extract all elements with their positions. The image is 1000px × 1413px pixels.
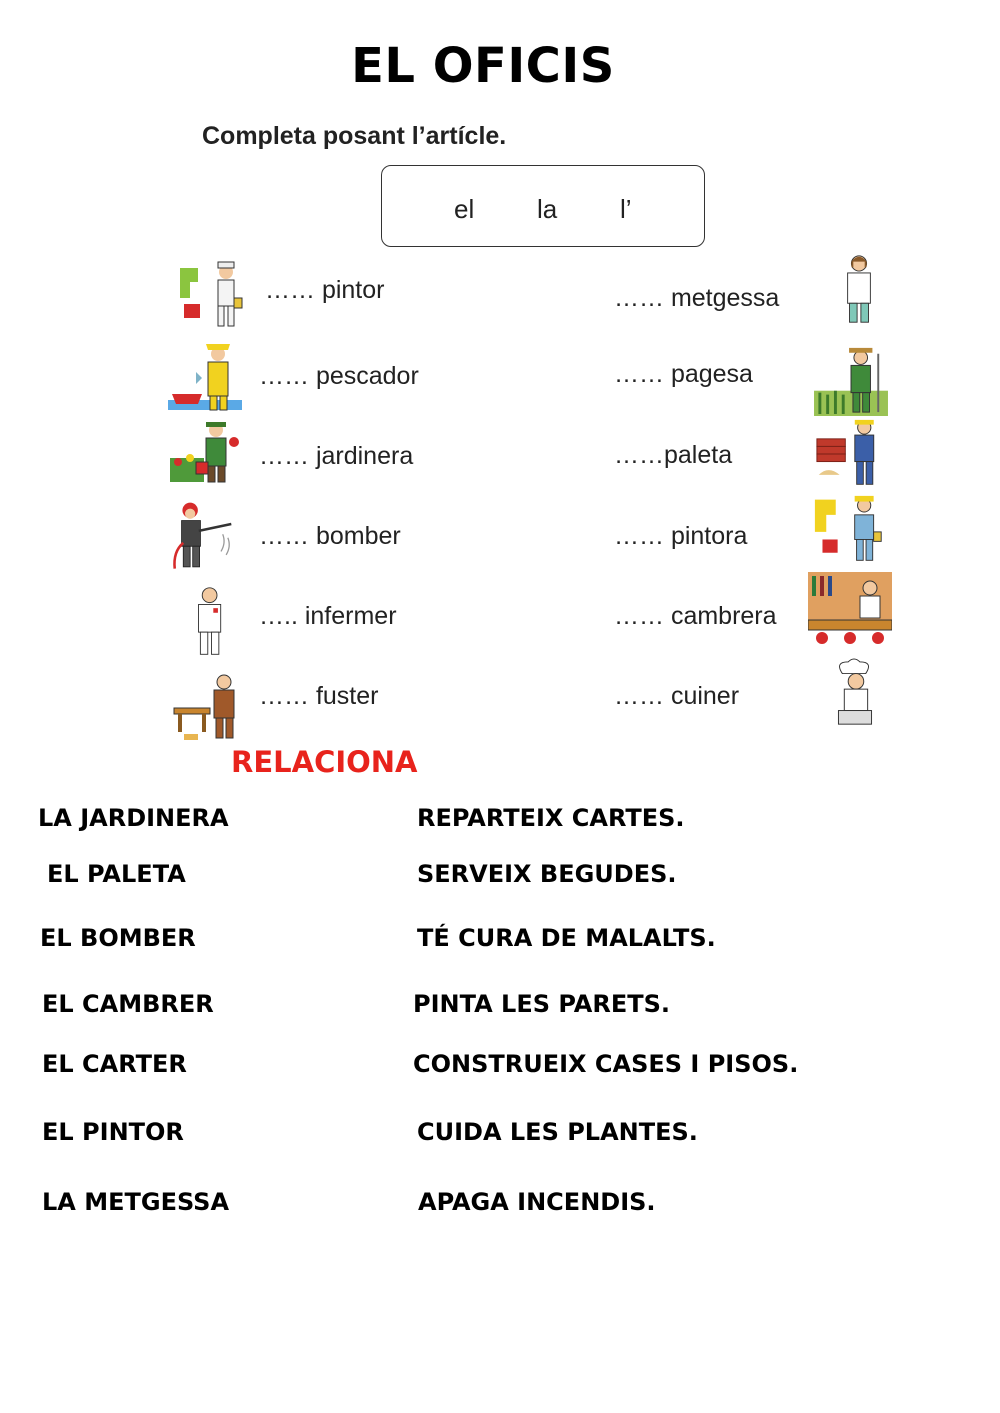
fill-item-pagesa: …… pagesa [614,360,753,388]
firefighter-icon [166,500,240,572]
relaciona-right-item: CUIDA LES PLANTES. [417,1118,698,1146]
article-l: l’ [620,194,632,224]
page-title: EL OFICIS [351,38,615,94]
fill-item-paleta: ……paleta [614,441,733,469]
article-el: el [454,194,475,224]
nurse-icon [180,586,254,658]
fill-item-metgessa: …… metgessa [614,284,780,312]
relaciona-left-item: EL CAMBRER [42,990,214,1018]
relaciona-right-item: TÉ CURA DE MALALTS. [417,924,716,952]
carpenter-icon [172,672,246,744]
instruction: Completa posant l’artícle. [202,122,507,150]
fisherman-icon [168,342,242,414]
cook-icon [818,658,892,730]
fill-item-jardinera: …… jardinera [259,442,414,470]
article-la: la [537,194,558,224]
relaciona-right-item: PINTA LES PARETS. [413,990,670,1018]
painter-woman-icon [812,494,886,566]
fill-item-fuster: …… fuster [259,682,379,710]
painter-icon [174,258,248,330]
relaciona-right-item: REPARTEIX CARTES. [417,804,685,832]
gardener-icon [170,418,244,490]
fill-item-cuiner: …… cuiner [614,682,740,710]
relaciona-right-item: CONSTRUEIX CASES I PISOS. [413,1050,799,1078]
waitress-icon [808,570,892,654]
relaciona-left-item: EL CARTER [42,1050,187,1078]
farmer-icon [814,344,888,416]
fill-item-pintora: …… pintora [614,522,748,550]
relaciona-right-item: SERVEIX BEGUDES. [417,860,677,888]
relaciona-title: RELACIONA [231,745,418,779]
relaciona-left-item: EL BOMBER [40,924,196,952]
relaciona-left-item: EL PINTOR [42,1118,184,1146]
doctor-icon [822,254,896,326]
fill-item-pintor: …… pintor [265,276,385,304]
fill-item-bomber: …… bomber [259,522,401,550]
fill-item-cambrera: …… cambrera [614,602,777,630]
relaciona-left-item: LA METGESSA [42,1188,230,1216]
bricklayer-icon [814,418,888,490]
relaciona-left-item: LA JARDINERA [38,804,229,832]
fill-item-pescador: …… pescador [259,362,419,390]
relaciona-left-item: EL PALETA [47,860,186,888]
relaciona-right-item: APAGA INCENDIS. [418,1188,656,1216]
fill-item-infermer: ….. infermer [259,602,397,630]
